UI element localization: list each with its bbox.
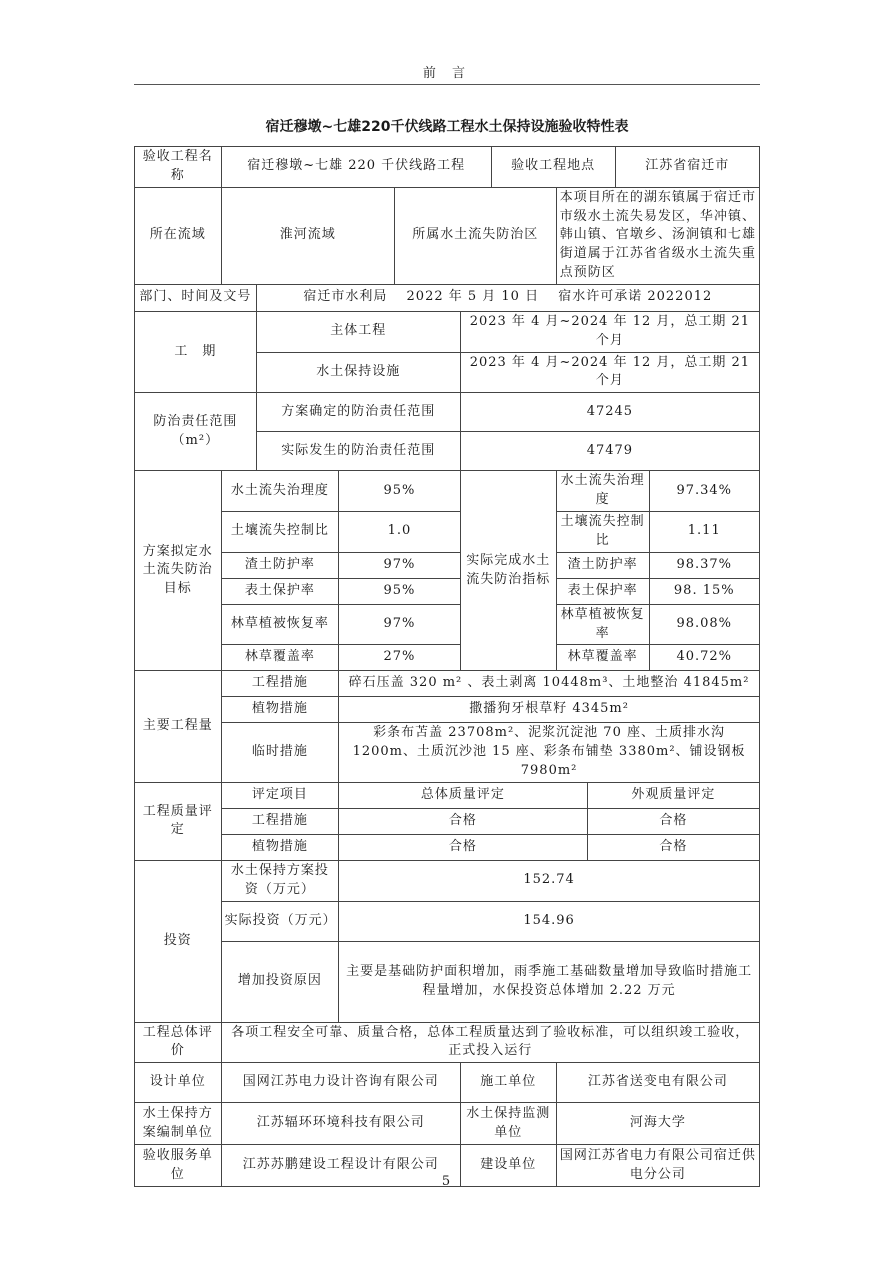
vegetation-measures-value: 撒播狗牙根草籽 4345m² [339, 697, 760, 723]
period-label: 工 期 [135, 311, 257, 392]
table-row [135, 697, 760, 723]
table-row [135, 1063, 760, 1103]
table-row [135, 860, 760, 901]
table-row [135, 552, 760, 578]
main-works-period-label: 主体工程 [256, 311, 460, 352]
project-location-value: 江苏省宿迁市 [615, 147, 759, 188]
planned-target-value: 1.0 [339, 511, 461, 552]
plan-compiler-unit-label: 水土保持方案编制单位 [135, 1103, 222, 1145]
actual-indicator-name: 林草植被恢复率 [556, 604, 649, 645]
basin-label: 所在流域 [135, 187, 222, 284]
page-header [134, 62, 760, 85]
table-row [135, 723, 760, 783]
design-unit-label: 设计单位 [135, 1063, 222, 1103]
actual-indicator-value: 98.37% [649, 552, 759, 578]
planned-target-name: 表土保护率 [221, 578, 339, 604]
table-row [135, 147, 760, 188]
table-row [135, 604, 760, 645]
construction-unit-value: 江苏省送变电有限公司 [556, 1063, 759, 1103]
prevention-zone-label: 所属水土流失防治区 [394, 187, 556, 284]
actual-indicator-value: 40.72% [649, 645, 759, 671]
construction-unit-label: 施工单位 [460, 1063, 556, 1103]
monitoring-unit-value: 河海大学 [556, 1103, 759, 1145]
plan-compiler-unit-value: 江苏辐环环境科技有限公司 [221, 1103, 460, 1145]
table-row [135, 1103, 760, 1145]
overall-quality-header: 总体质量评定 [339, 782, 588, 808]
approval-document-number: 宿水许可承诺 2022012 [558, 289, 713, 305]
planned-targets-label: 方案拟定水土流失防治目标 [135, 471, 222, 671]
planned-target-name: 林草覆盖率 [221, 645, 339, 671]
investment-label: 投资 [135, 860, 222, 1022]
appearance-quality-value: 合格 [587, 808, 759, 834]
overall-evaluation-value: 各项工程安全可靠、质量合格，总体工程质量达到了验收标准，可以组织竣工验收，正式投入运行 [221, 1022, 759, 1063]
table-row [135, 808, 760, 834]
approval-date: 2022 年 5 月 10 日 [406, 289, 540, 305]
planned-scope-label: 方案确定的防治责任范围 [256, 393, 460, 432]
table-row [135, 901, 760, 941]
table-row [135, 1022, 760, 1063]
table-row [135, 393, 760, 432]
acceptance-service-unit-label: 验收服务单位 [135, 1145, 222, 1187]
temporary-measures-value: 彩条布苫盖 23708m²、泥浆沉淀池 70 座、土质排水沟 1200m、土质沉沙池 15 座、彩条布铺垫 3380m²、铺设钢板 7980m² [339, 723, 760, 783]
document-title: 宿迁穆墩~七雄220千伏线路工程水土保持设施验收特性表 [265, 119, 629, 135]
table-row [135, 187, 760, 284]
table-row [135, 645, 760, 671]
swc-facility-period-label: 水土保持设施 [256, 352, 460, 393]
overall-quality-value: 合格 [339, 834, 588, 860]
actual-scope-value: 47479 [460, 432, 759, 471]
prevention-zone-value: 本项目所在的湖东镇属于宿迁市市级水土流失易发区，华冲镇、韩山镇、官墩乡、汤涧镇和七雄街道属于江苏省省级水土流失重点预防区 [556, 187, 759, 284]
actual-scope-label: 实际发生的防治责任范围 [256, 432, 460, 471]
department-name: 宿迁市水利局 [303, 289, 388, 305]
acceptance-spec-table [134, 146, 760, 1187]
planned-target-name: 林草植被恢复率 [221, 604, 339, 645]
design-unit-value: 国网江苏电力设计咨询有限公司 [221, 1063, 460, 1103]
planned-target-value: 27% [339, 645, 461, 671]
owner-unit-label: 建设单位 [460, 1145, 556, 1187]
table-row [135, 941, 760, 1022]
table-row [135, 471, 760, 512]
table-row [135, 578, 760, 604]
actual-indicator-value: 1.11 [649, 511, 759, 552]
table-row [135, 782, 760, 808]
engineering-measures-value: 碎石压盖 320 m² 、表土剥离 10448m³、土地整治 41845m² [339, 671, 760, 697]
table-row [135, 311, 760, 352]
appearance-quality-header: 外观质量评定 [587, 782, 759, 808]
assessment-item-name: 植物措施 [221, 834, 339, 860]
engineering-measures-label: 工程措施 [221, 671, 339, 697]
planned-target-value: 97% [339, 552, 461, 578]
assessment-item-name: 工程措施 [221, 808, 339, 834]
planned-target-value: 97% [339, 604, 461, 645]
page-number: 5 [441, 1174, 451, 1189]
overall-quality-value: 合格 [339, 808, 588, 834]
actual-indicator-name: 渣土防护率 [556, 552, 649, 578]
planned-target-name: 水土流失治理度 [221, 471, 339, 512]
appearance-quality-value: 合格 [587, 834, 759, 860]
actual-indicators-label: 实际完成水土流失防治指标 [460, 471, 556, 671]
actual-indicator-value: 97.34% [649, 471, 759, 512]
planned-target-value: 95% [339, 578, 461, 604]
temporary-measures-label: 临时措施 [221, 723, 339, 783]
vegetation-measures-label: 植物措施 [221, 697, 339, 723]
header-title: 前 言 [422, 66, 472, 81]
department-label: 部门、时间及文号 [135, 284, 257, 311]
basin-value: 淮河流域 [221, 187, 394, 284]
actual-indicator-value: 98.08% [649, 604, 759, 645]
monitoring-unit-label: 水土保持监测单位 [460, 1103, 556, 1145]
project-name-value: 宿迁穆墩~七雄 220 千伏线路工程 [221, 147, 491, 188]
actual-investment-value: 154.96 [339, 901, 760, 941]
actual-investment-label: 实际投资（万元） [221, 901, 339, 941]
swc-facility-period-value: 2023 年 4 月~2024 年 12 月，总工期 21 个月 [460, 352, 759, 393]
owner-unit-value: 国网江苏省电力有限公司宿迁供电分公司 [556, 1145, 759, 1187]
actual-indicator-name: 表土保护率 [556, 578, 649, 604]
acceptance-service-unit-value: 江苏苏鹏建设工程设计有限公司 [221, 1145, 460, 1187]
project-name-label: 验收工程名称 [135, 147, 222, 188]
table-row [135, 671, 760, 697]
main-works-period-value: 2023 年 4 月~2024 年 12 月，总工期 21 个月 [460, 311, 759, 352]
project-location-label: 验收工程地点 [491, 147, 615, 188]
actual-indicator-name: 水土流失治理度 [556, 471, 649, 512]
table-row [135, 511, 760, 552]
responsibility-scope-label: 防治责任范围（m²） [135, 393, 257, 471]
quality-assessment-label: 工程质量评定 [135, 782, 222, 860]
overall-evaluation-label: 工程总体评价 [135, 1022, 222, 1063]
department-approval [256, 284, 759, 311]
planned-investment-label: 水土保持方案投资（万元） [221, 860, 339, 901]
table-row [135, 284, 760, 311]
planned-target-name: 土壤流失控制比 [221, 511, 339, 552]
assessment-item-header: 评定项目 [221, 782, 339, 808]
planned-target-name: 渣土防护率 [221, 552, 339, 578]
main-quantities-label: 主要工程量 [135, 671, 222, 783]
actual-indicator-name: 土壤流失控制比 [556, 511, 649, 552]
table-row [135, 834, 760, 860]
planned-investment-value: 152.74 [339, 860, 760, 901]
actual-indicator-name: 林草覆盖率 [556, 645, 649, 671]
actual-indicator-value: 98. 15% [649, 578, 759, 604]
planned-scope-value: 47245 [460, 393, 759, 432]
investment-increase-reason-value: 主要是基础防护面积增加，雨季施工基础数量增加导致临时措施工程量增加，水保投资总体增加 2.22 万元 [339, 941, 760, 1022]
planned-target-value: 95% [339, 471, 461, 512]
investment-increase-reason-label: 增加投资原因 [221, 941, 339, 1022]
